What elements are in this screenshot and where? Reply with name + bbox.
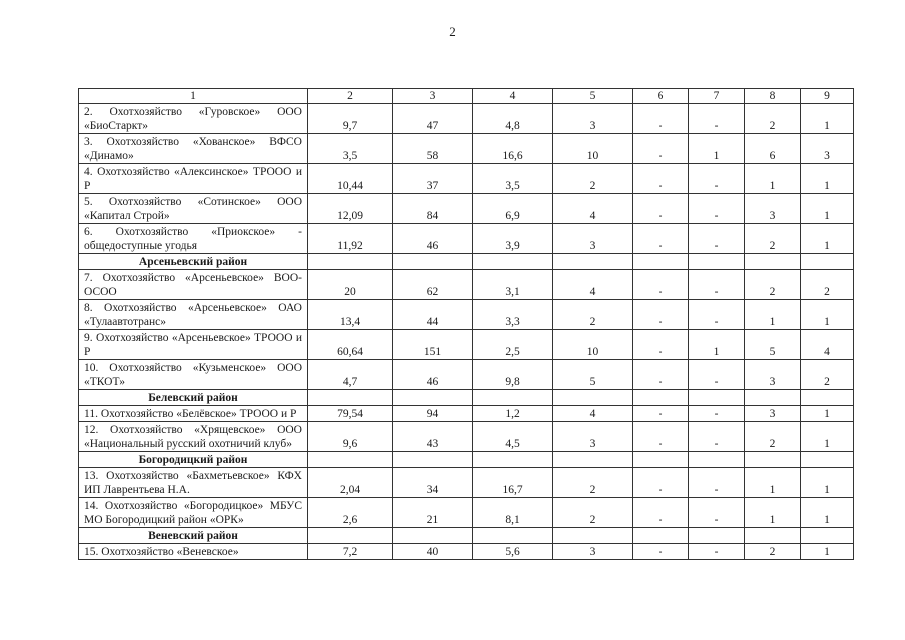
value-cell: 9,6 [308, 422, 393, 452]
value-cell: - [689, 194, 745, 224]
empty-cell [633, 528, 689, 544]
value-cell: 1 [745, 164, 801, 194]
value-cell: 2 [801, 270, 854, 300]
value-cell: 5 [745, 330, 801, 360]
empty-cell [801, 452, 854, 468]
value-cell: 4 [553, 194, 633, 224]
hunting-ground-name: 9. Охотхозяйство «Арсеньевское» ТРООО и Р [79, 330, 308, 360]
header-cell: 3 [393, 89, 473, 104]
value-cell: 58 [393, 134, 473, 164]
value-cell: 8,1 [473, 498, 553, 528]
empty-cell [393, 452, 473, 468]
value-cell: - [633, 360, 689, 390]
table-row [79, 422, 854, 452]
value-cell: - [689, 300, 745, 330]
value-cell: - [633, 330, 689, 360]
value-cell: 1 [689, 330, 745, 360]
empty-cell [393, 254, 473, 270]
value-cell: 46 [393, 224, 473, 254]
table-row [79, 194, 854, 224]
empty-cell [801, 390, 854, 406]
value-cell: - [689, 498, 745, 528]
empty-cell [633, 254, 689, 270]
value-cell: 1 [745, 300, 801, 330]
value-cell: 3 [553, 104, 633, 134]
value-cell: 10,44 [308, 164, 393, 194]
value-cell: - [689, 270, 745, 300]
value-cell: 5,6 [473, 544, 553, 560]
table-row [79, 224, 854, 254]
value-cell: 1 [801, 164, 854, 194]
value-cell: - [633, 164, 689, 194]
district-name: Веневский район [79, 528, 308, 544]
value-cell: 9,8 [473, 360, 553, 390]
value-cell: - [633, 468, 689, 498]
value-cell: 3 [745, 194, 801, 224]
header-cell: 4 [473, 89, 553, 104]
value-cell: - [689, 104, 745, 134]
empty-cell [689, 254, 745, 270]
value-cell: 6 [745, 134, 801, 164]
value-cell: 60,64 [308, 330, 393, 360]
value-cell: 37 [393, 164, 473, 194]
value-cell: 3,3 [473, 300, 553, 330]
value-cell: - [633, 194, 689, 224]
value-cell: 151 [393, 330, 473, 360]
value-cell: 79,54 [308, 406, 393, 422]
value-cell: 2,04 [308, 468, 393, 498]
value-cell: 1 [801, 468, 854, 498]
value-cell: 47 [393, 104, 473, 134]
hunting-ground-name: 3. Охотхозяйство «Хованское» ВФСО «Динамо» [79, 134, 308, 164]
value-cell: - [689, 224, 745, 254]
value-cell: 12,09 [308, 194, 393, 224]
hunting-ground-name: 15. Охотхозяйство «Веневское» [79, 544, 308, 560]
value-cell: 11,92 [308, 224, 393, 254]
value-cell: 4 [553, 270, 633, 300]
header-cell: 9 [801, 89, 854, 104]
value-cell: 1 [801, 300, 854, 330]
hunting-ground-name: 4. Охотхозяйство «Алексинское» ТРООО и Р [79, 164, 308, 194]
header-cell: 5 [553, 89, 633, 104]
value-cell: - [633, 422, 689, 452]
empty-cell [689, 390, 745, 406]
header-cell: 6 [633, 89, 689, 104]
page-number: 2 [449, 24, 456, 39]
value-cell: 4,8 [473, 104, 553, 134]
empty-cell [393, 390, 473, 406]
value-cell: 16,6 [473, 134, 553, 164]
header-cell: 2 [308, 89, 393, 104]
empty-cell [745, 390, 801, 406]
empty-cell [308, 452, 393, 468]
value-cell: - [633, 224, 689, 254]
value-cell: 4,7 [308, 360, 393, 390]
value-cell: 9,7 [308, 104, 393, 134]
value-cell: 1 [801, 406, 854, 422]
value-cell: 43 [393, 422, 473, 452]
table-row [79, 330, 854, 360]
table-row [79, 134, 854, 164]
value-cell: 4 [553, 406, 633, 422]
hunting-grounds-table [78, 88, 854, 560]
hunting-ground-name: 13. Охотхозяйство «Бахметьевское» КФХ ИП Лаврентьева Н.А. [79, 468, 308, 498]
header-row [79, 89, 854, 104]
value-cell: - [633, 134, 689, 164]
value-cell: 2 [745, 224, 801, 254]
value-cell: - [689, 468, 745, 498]
value-cell: 3 [553, 422, 633, 452]
value-cell: 13,4 [308, 300, 393, 330]
district-name: Белевский район [79, 390, 308, 406]
empty-cell [308, 528, 393, 544]
value-cell: 3 [745, 360, 801, 390]
value-cell: 10 [553, 134, 633, 164]
value-cell: - [689, 422, 745, 452]
value-cell: - [633, 104, 689, 134]
table-row [79, 498, 854, 528]
value-cell: 2,6 [308, 498, 393, 528]
value-cell: 34 [393, 468, 473, 498]
hunting-ground-name: 10. Охотхозяйство «Кузьменское» ООО «ТКОТ» [79, 360, 308, 390]
district-name: Богородицкий район [79, 452, 308, 468]
empty-cell [308, 390, 393, 406]
value-cell: - [633, 270, 689, 300]
value-cell: 3 [745, 406, 801, 422]
hunting-ground-name: 14. Охотхозяйство «Богородицкое» МБУС МО Богородицкий район «ОРК» [79, 498, 308, 528]
empty-cell [689, 452, 745, 468]
district-row [79, 390, 854, 406]
value-cell: 1 [745, 468, 801, 498]
value-cell: 1,2 [473, 406, 553, 422]
value-cell: 3 [553, 224, 633, 254]
table-row [79, 164, 854, 194]
table-body [79, 89, 854, 560]
value-cell: 2 [553, 164, 633, 194]
value-cell: 1 [801, 544, 854, 560]
empty-cell [801, 528, 854, 544]
table-row [79, 406, 854, 422]
value-cell: 3,5 [473, 164, 553, 194]
value-cell: - [633, 544, 689, 560]
value-cell: 3 [553, 544, 633, 560]
value-cell: 16,7 [473, 468, 553, 498]
table-row [79, 360, 854, 390]
value-cell: 2 [553, 300, 633, 330]
value-cell: 40 [393, 544, 473, 560]
district-row [79, 254, 854, 270]
value-cell: 2 [801, 360, 854, 390]
empty-cell [633, 390, 689, 406]
hunting-ground-name: 2. Охотхозяйство «Гуровское» ООО «БиоСтаркт» [79, 104, 308, 134]
value-cell: - [689, 406, 745, 422]
table-row [79, 104, 854, 134]
value-cell: - [633, 498, 689, 528]
value-cell: 5 [553, 360, 633, 390]
value-cell: 20 [308, 270, 393, 300]
empty-cell [308, 254, 393, 270]
value-cell: 21 [393, 498, 473, 528]
value-cell: 4,5 [473, 422, 553, 452]
value-cell: 2,5 [473, 330, 553, 360]
value-cell: - [633, 406, 689, 422]
table-row [79, 468, 854, 498]
value-cell: 44 [393, 300, 473, 330]
empty-cell [553, 254, 633, 270]
value-cell: 94 [393, 406, 473, 422]
value-cell: 2 [745, 422, 801, 452]
value-cell: - [633, 300, 689, 330]
table-row [79, 270, 854, 300]
empty-cell [801, 254, 854, 270]
value-cell: 1 [689, 134, 745, 164]
value-cell: 2 [553, 468, 633, 498]
value-cell: 84 [393, 194, 473, 224]
header-cell: 8 [745, 89, 801, 104]
hunting-ground-name: 5. Охотхозяйство «Сотинское» ООО «Капитал Строй» [79, 194, 308, 224]
empty-cell [473, 528, 553, 544]
empty-cell [745, 528, 801, 544]
value-cell: 46 [393, 360, 473, 390]
value-cell: 62 [393, 270, 473, 300]
value-cell: 2 [745, 270, 801, 300]
value-cell: 4 [801, 330, 854, 360]
hunting-ground-name: 11. Охотхозяйство «Белёвское» ТРООО и Р [79, 406, 308, 422]
hunting-ground-name: 8. Охотхозяйство «Арсеньевское» ОАО «Тулаавтотранс» [79, 300, 308, 330]
empty-cell [689, 528, 745, 544]
value-cell: 6,9 [473, 194, 553, 224]
empty-cell [473, 452, 553, 468]
value-cell: 3,5 [308, 134, 393, 164]
value-cell: 7,2 [308, 544, 393, 560]
table-row [79, 300, 854, 330]
empty-cell [553, 528, 633, 544]
value-cell: - [689, 544, 745, 560]
value-cell: 1 [801, 224, 854, 254]
empty-cell [393, 528, 473, 544]
district-name: Арсеньевский район [79, 254, 308, 270]
empty-cell [633, 452, 689, 468]
empty-cell [745, 452, 801, 468]
value-cell: 3 [801, 134, 854, 164]
district-row [79, 528, 854, 544]
empty-cell [473, 254, 553, 270]
value-cell: 1 [801, 104, 854, 134]
value-cell: 1 [801, 194, 854, 224]
empty-cell [473, 390, 553, 406]
value-cell: 2 [745, 544, 801, 560]
value-cell: 10 [553, 330, 633, 360]
empty-cell [553, 390, 633, 406]
empty-cell [745, 254, 801, 270]
value-cell: 1 [745, 498, 801, 528]
value-cell: 2 [553, 498, 633, 528]
hunting-ground-name: 6. Охотхозяйство «Приокское» - общедоступные угодья [79, 224, 308, 254]
hunting-ground-name: 12. Охотхозяйство «Хрящевское» ООО «Национальный русский охотничий клуб» [79, 422, 308, 452]
value-cell: 2 [745, 104, 801, 134]
value-cell: 3,9 [473, 224, 553, 254]
header-cell: 7 [689, 89, 745, 104]
value-cell: - [689, 164, 745, 194]
value-cell: 3,1 [473, 270, 553, 300]
value-cell: - [689, 360, 745, 390]
header-cell: 1 [79, 89, 308, 104]
table-row [79, 544, 854, 560]
empty-cell [553, 452, 633, 468]
value-cell: 1 [801, 422, 854, 452]
hunting-ground-name: 7. Охотхозяйство «Арсеньевское» ВОО-ОСОО [79, 270, 308, 300]
value-cell: 1 [801, 498, 854, 528]
district-row [79, 452, 854, 468]
